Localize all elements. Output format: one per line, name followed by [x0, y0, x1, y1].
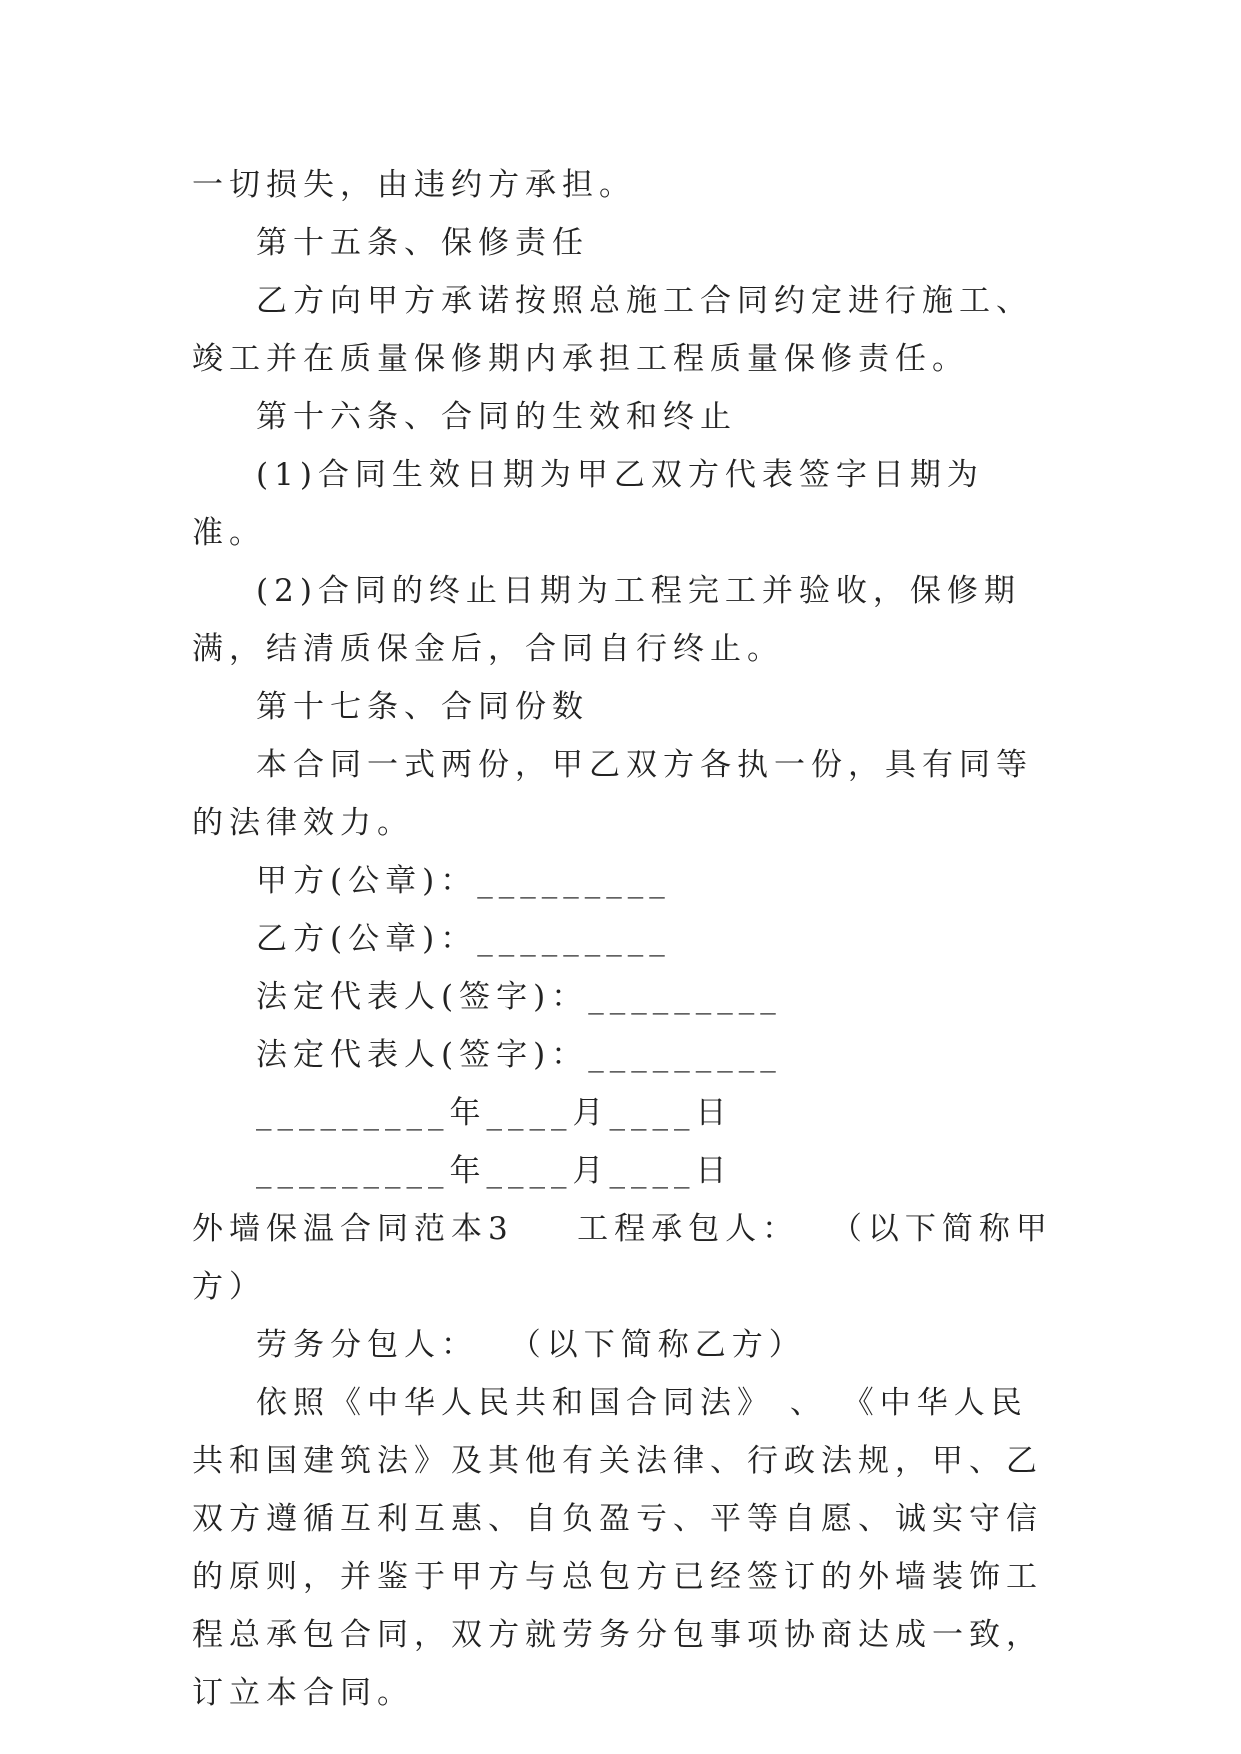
signature-legal-rep-a: 法定代表人(签字)：_________ [256, 979, 782, 1015]
clause-effective-date: (1)合同生效日期为甲乙双方代表签字日期为准。 [192, 457, 984, 551]
signature-party-a-seal: 甲方(公章)：_________ [256, 863, 671, 899]
document-body [192, 156, 1057, 1722]
date-line-b: _________年____月____日 [256, 1153, 733, 1189]
signature-legal-rep-b: 法定代表人(签字)：_________ [256, 1037, 782, 1073]
signature-party-b-seal: 乙方(公章)：_________ [256, 921, 671, 957]
heading-article-17: 第十七条、合同份数 [256, 689, 589, 725]
date-line-a: _________年____月____日 [256, 1095, 733, 1131]
paragraph-liability: 一切损失，由违约方承担。 [192, 167, 636, 203]
heading-article-15: 第十五条、保修责任 [256, 225, 589, 261]
heading-article-16: 第十六条、合同的生效和终止 [256, 399, 737, 435]
paragraph-subcontractor: 劳务分包人： （以下简称乙方） [256, 1327, 806, 1363]
paragraph-legal-basis: 依照《中华人民共和国合同法》 、 《中华人民共和国建筑法》及其他有关法律、行政法规，甲、乙双方遵循互利互惠、自负盈亏、平等自愿、诚实守信的原则，并鉴于甲方与总包方已经签订的外墙装饰工程总承包合同，双方就劳务分包事项协商达成一致，订立本合同。 [192, 1385, 1043, 1711]
paragraph-warranty: 乙方向甲方承诺按照总施工合同约定进行施工、竣工并在质量保修期内承担工程质量保修责任。 [192, 283, 1033, 377]
paragraph-copies: 本合同一式两份，甲乙双方各执一份，具有同等的法律效力。 [192, 747, 1033, 841]
section-title-template-3: 外墙保温合同范本3 工程承包人： （以下简称甲方） [192, 1211, 1053, 1305]
clause-termination: (2)合同的终止日期为工程完工并验收，保修期满，结清质保金后，合同自行终止。 [192, 573, 1021, 667]
